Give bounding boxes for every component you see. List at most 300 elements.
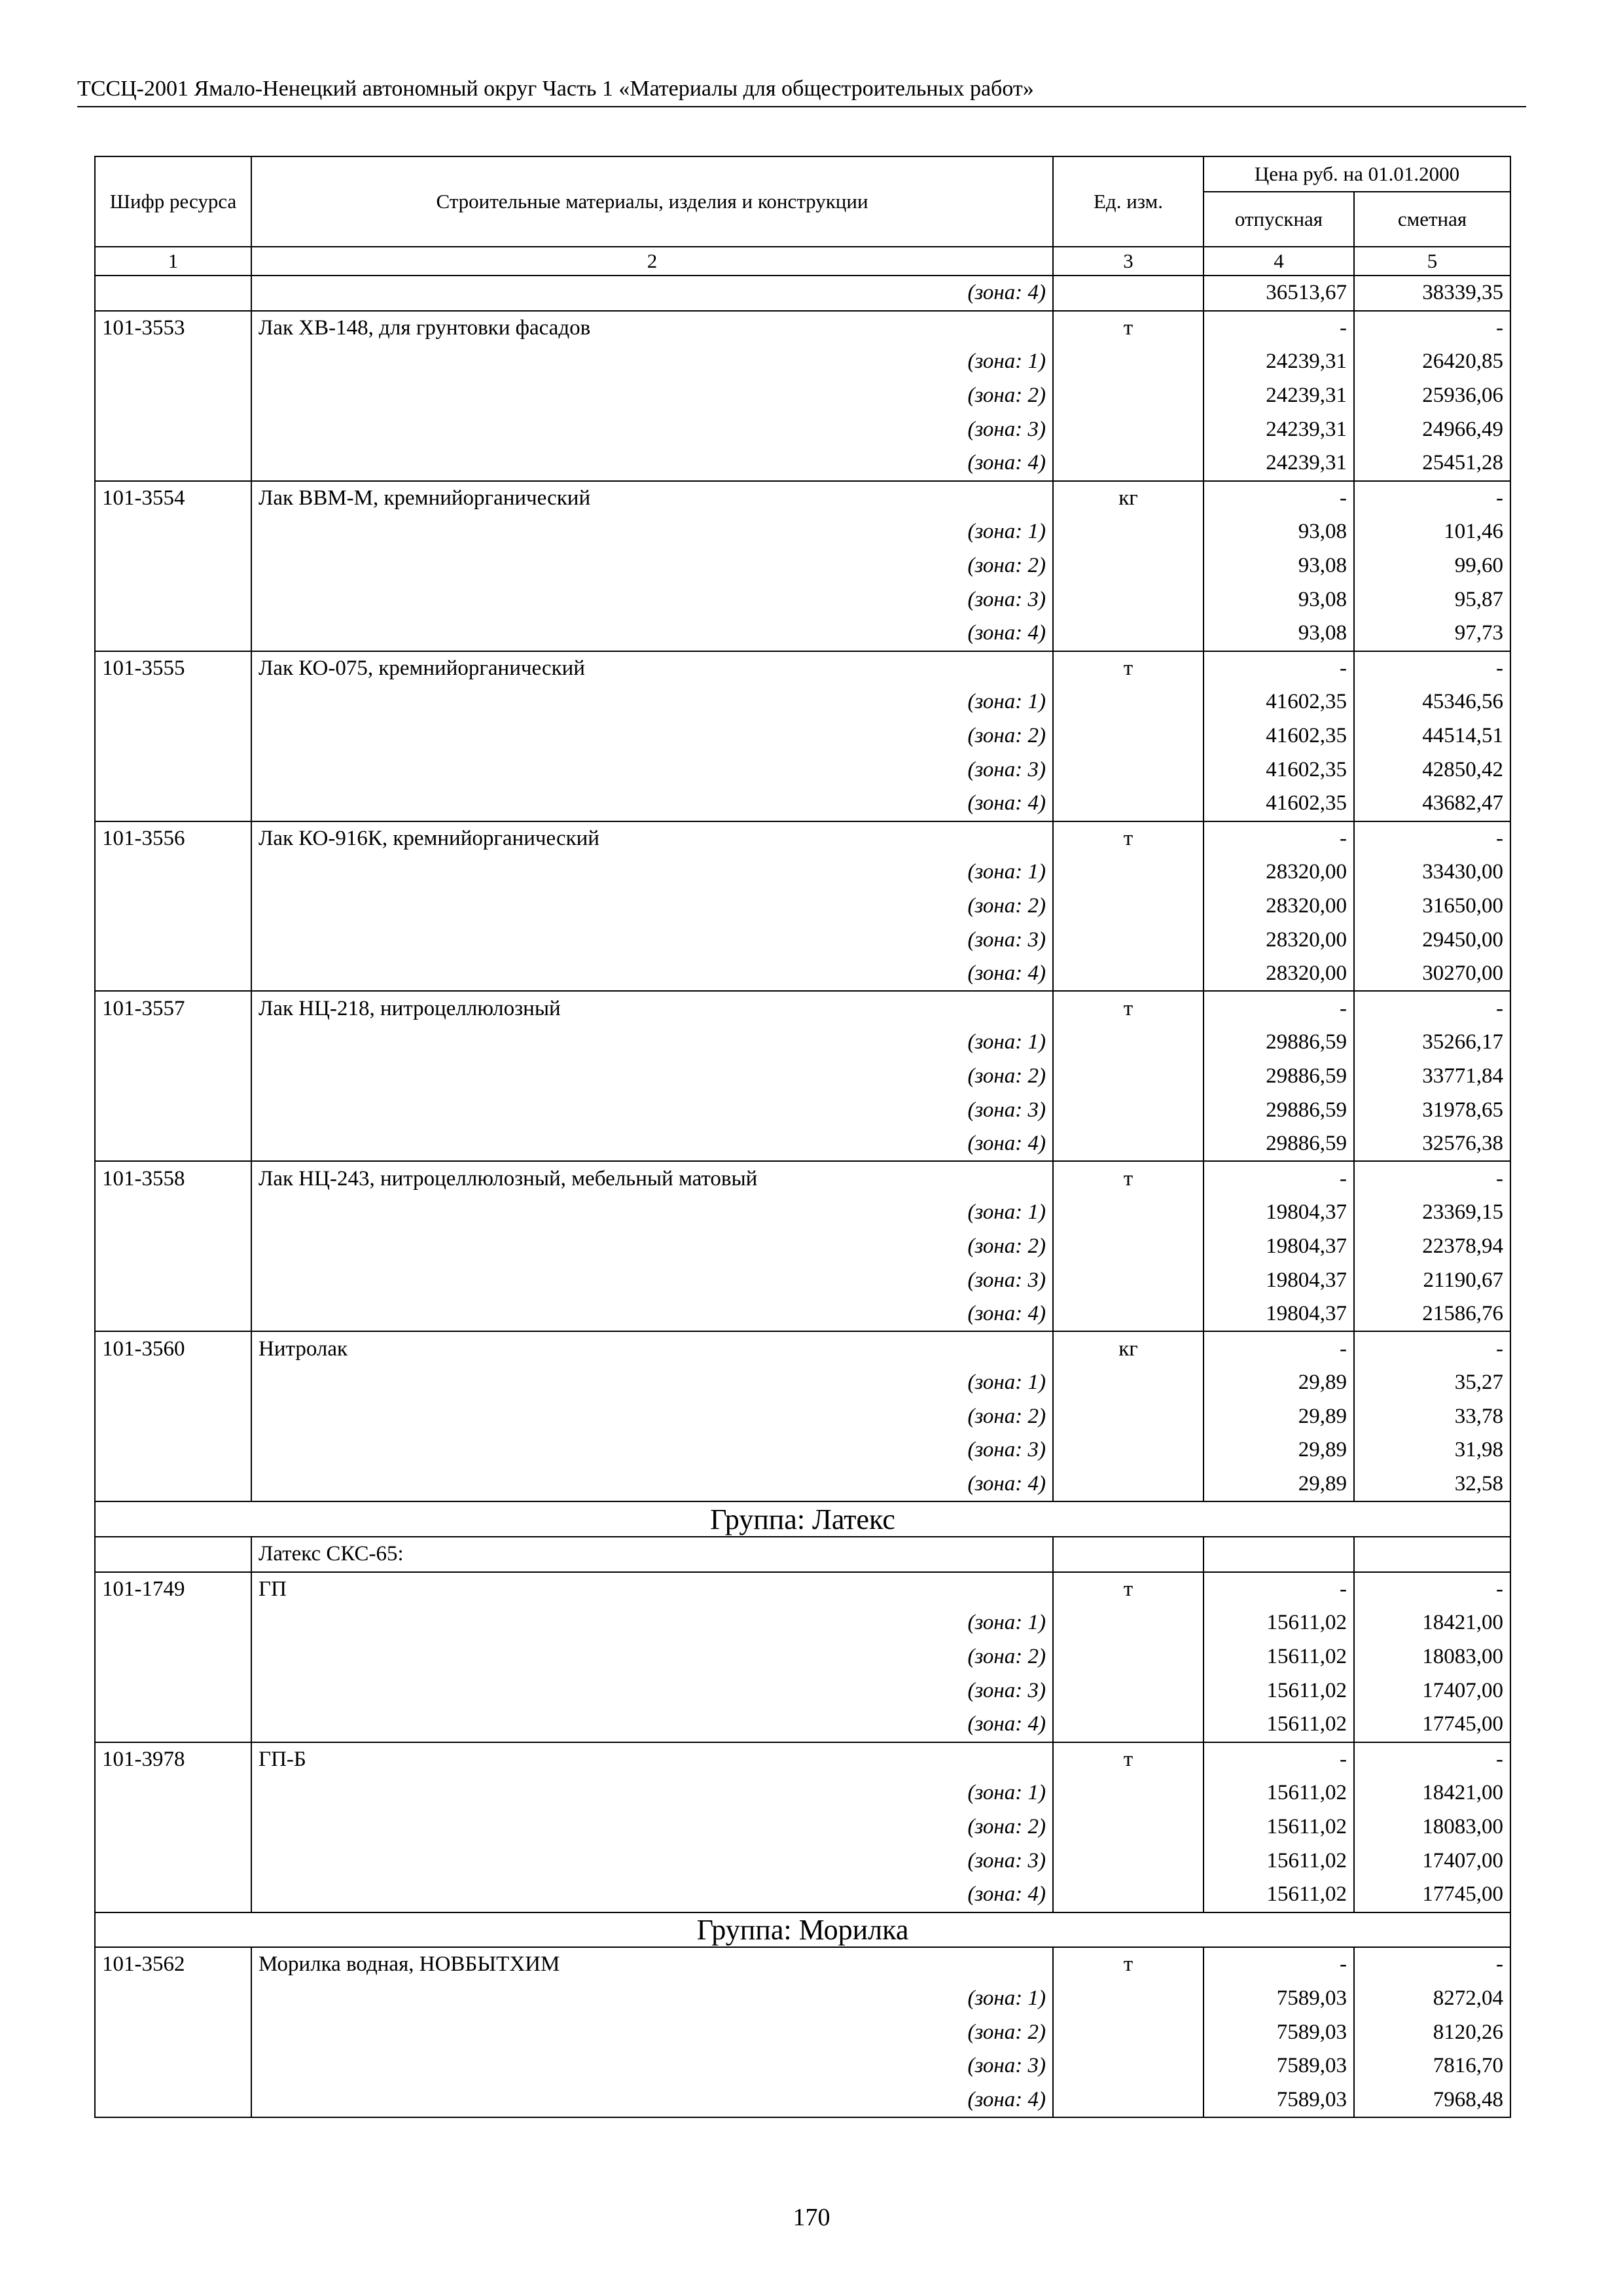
resource-code	[95, 515, 251, 549]
unit-cell	[1053, 1467, 1204, 1502]
zone-label: (зона: 1)	[251, 855, 1053, 889]
zone-label: (зона: 1)	[251, 515, 1053, 549]
zone-row	[95, 1230, 1510, 1264]
header-code: Шифр ресурса	[95, 156, 251, 247]
header-release-price: отпускная	[1204, 192, 1354, 247]
unit-cell	[1053, 1640, 1204, 1674]
zone-label: (зона: 4)	[251, 1467, 1053, 1502]
resource-code: 101-3553	[95, 311, 251, 346]
resource-code	[95, 1776, 251, 1810]
release-price: 29,89	[1204, 1366, 1354, 1400]
unit-cell	[1053, 1708, 1204, 1742]
release-price: 19804,37	[1204, 1263, 1354, 1297]
zone-label: (зона: 2)	[251, 549, 1053, 583]
zone-row	[95, 1844, 1510, 1878]
estimate-price: -	[1354, 481, 1510, 516]
estimate-price: 22378,94	[1354, 1230, 1510, 1264]
release-price: 93,08	[1204, 583, 1354, 617]
release-price: 36513,67	[1204, 276, 1354, 311]
release-price: 41602,35	[1204, 719, 1354, 753]
zone-label: (зона: 4)	[251, 2083, 1053, 2117]
unit-cell: т	[1053, 821, 1204, 856]
item-row	[95, 1947, 1510, 1982]
item-row	[95, 651, 1510, 686]
unit-cell	[1053, 412, 1204, 446]
resource-code	[95, 1606, 251, 1640]
unit-cell: т	[1053, 991, 1204, 1026]
release-price: 28320,00	[1204, 957, 1354, 992]
zone-label: (зона: 4)	[251, 276, 1053, 311]
resource-code	[95, 446, 251, 481]
zone-row	[95, 719, 1510, 753]
unit-cell	[1053, 787, 1204, 821]
release-price	[1204, 1537, 1354, 1572]
resource-code	[95, 1537, 251, 1572]
unit-cell	[1053, 276, 1204, 311]
release-price: -	[1204, 821, 1354, 856]
release-price: 29886,59	[1204, 1093, 1354, 1127]
estimate-price: 17745,00	[1354, 1708, 1510, 1742]
zone-row	[95, 1196, 1510, 1230]
unit-cell	[1053, 1297, 1204, 1332]
zone-label: (зона: 3)	[251, 1844, 1053, 1878]
zone-label: (зона: 2)	[251, 2015, 1053, 2049]
unit-cell	[1053, 2049, 1204, 2083]
column-number: 1	[95, 247, 251, 276]
zone-label: (зона: 4)	[251, 446, 1053, 481]
resource-code	[95, 412, 251, 446]
item-row	[95, 991, 1510, 1026]
price-table	[94, 156, 1511, 2118]
resource-code	[95, 276, 251, 311]
zone-row	[95, 1878, 1510, 1912]
group-title: Группа: Морилка	[95, 1912, 1510, 1948]
group-row	[95, 1501, 1510, 1537]
column-number: 3	[1053, 247, 1204, 276]
zone-label: (зона: 4)	[251, 787, 1053, 821]
zone-label: (зона: 1)	[251, 1196, 1053, 1230]
resource-code	[95, 719, 251, 753]
zone-label: (зона: 2)	[251, 719, 1053, 753]
table-header	[95, 156, 1510, 276]
zone-label: (зона: 3)	[251, 1263, 1053, 1297]
zone-row	[95, 2083, 1510, 2117]
unit-cell	[1053, 1366, 1204, 1400]
resource-code: 101-3555	[95, 651, 251, 686]
estimate-price: 35266,17	[1354, 1026, 1510, 1060]
zone-row	[95, 345, 1510, 379]
resource-code	[95, 1708, 251, 1742]
document-header: ТССЦ-2001 Ямало-Ненецкий автономный округ Часть 1 «Материалы для общестроительных работ»	[77, 73, 1526, 107]
estimate-price: 32576,38	[1354, 1127, 1510, 1162]
zone-row	[95, 2015, 1510, 2049]
material-name: Морилка водная, НОВБЫТХИМ	[251, 1947, 1053, 1982]
release-price: 24239,31	[1204, 379, 1354, 413]
estimate-price: 31978,65	[1354, 1093, 1510, 1127]
resource-code: 101-3554	[95, 481, 251, 516]
unit-cell	[1053, 889, 1204, 924]
material-name: Лак КО-075, кремнийорганический	[251, 651, 1053, 686]
zone-row	[95, 1674, 1510, 1708]
release-price: 15611,02	[1204, 1878, 1354, 1912]
estimate-price: 31650,00	[1354, 889, 1510, 924]
release-price: 29886,59	[1204, 1026, 1354, 1060]
unit-cell	[1053, 1776, 1204, 1810]
resource-code	[95, 1810, 251, 1844]
estimate-price: 99,60	[1354, 549, 1510, 583]
estimate-price: -	[1354, 1331, 1510, 1366]
header-unit: Ед. изм.	[1053, 156, 1204, 247]
estimate-price: 33771,84	[1354, 1060, 1510, 1094]
release-price: 29886,59	[1204, 1127, 1354, 1162]
release-price: -	[1204, 311, 1354, 346]
resource-code	[95, 1844, 251, 1878]
estimate-price: 17407,00	[1354, 1844, 1510, 1878]
resource-code	[95, 753, 251, 787]
item-row	[95, 1572, 1510, 1607]
release-price: -	[1204, 1331, 1354, 1366]
resource-code: 101-1749	[95, 1572, 251, 1607]
item-row	[95, 821, 1510, 856]
zone-row	[95, 617, 1510, 651]
unit-cell	[1053, 446, 1204, 481]
resource-code	[95, 1878, 251, 1912]
estimate-price: 17745,00	[1354, 1878, 1510, 1912]
resource-code: 101-3978	[95, 1742, 251, 1777]
resource-code	[95, 583, 251, 617]
zone-label: (зона: 4)	[251, 957, 1053, 992]
release-price: -	[1204, 1947, 1354, 1982]
estimate-price: 33,78	[1354, 1400, 1510, 1434]
unit-cell: т	[1053, 1161, 1204, 1196]
estimate-price: 23369,15	[1354, 1196, 1510, 1230]
unit-cell	[1053, 719, 1204, 753]
zone-row	[95, 957, 1510, 992]
release-price: 29,89	[1204, 1400, 1354, 1434]
zone-row	[95, 276, 1510, 311]
unit-cell	[1053, 2015, 1204, 2049]
unit-cell	[1053, 753, 1204, 787]
zone-label: (зона: 2)	[251, 1640, 1053, 1674]
resource-code	[95, 1263, 251, 1297]
column-number: 5	[1354, 247, 1510, 276]
zone-label: (зона: 4)	[251, 1127, 1053, 1162]
unit-cell	[1053, 2083, 1204, 2117]
unit-cell: т	[1053, 1572, 1204, 1607]
estimate-price: -	[1354, 1947, 1510, 1982]
zone-label: (зона: 3)	[251, 1093, 1053, 1127]
material-name: Лак НЦ-243, нитроцеллюлозный, мебельный матовый	[251, 1161, 1053, 1196]
zone-row	[95, 1467, 1510, 1502]
release-price: 93,08	[1204, 549, 1354, 583]
zone-label: (зона: 3)	[251, 753, 1053, 787]
release-price: 19804,37	[1204, 1297, 1354, 1332]
resource-code	[95, 345, 251, 379]
unit-cell	[1053, 583, 1204, 617]
unit-cell: кг	[1053, 1331, 1204, 1366]
resource-code	[95, 923, 251, 957]
zone-row	[95, 1127, 1510, 1162]
zone-row	[95, 1982, 1510, 2016]
zone-row	[95, 1708, 1510, 1742]
resource-code	[95, 855, 251, 889]
estimate-price: 18421,00	[1354, 1606, 1510, 1640]
release-price: 15611,02	[1204, 1606, 1354, 1640]
unit-cell	[1053, 1878, 1204, 1912]
resource-code	[95, 2015, 251, 2049]
zone-row	[95, 1400, 1510, 1434]
unit-cell	[1053, 1127, 1204, 1162]
zone-label: (зона: 1)	[251, 1982, 1053, 2016]
estimate-price: 21190,67	[1354, 1263, 1510, 1297]
release-price: -	[1204, 1572, 1354, 1607]
zone-label: (зона: 1)	[251, 1606, 1053, 1640]
resource-code: 101-3557	[95, 991, 251, 1026]
column-number: 4	[1204, 247, 1354, 276]
unit-cell	[1053, 1263, 1204, 1297]
unit-cell	[1053, 1810, 1204, 1844]
release-price: 15611,02	[1204, 1640, 1354, 1674]
resource-code	[95, 1366, 251, 1400]
material-name: Нитролак	[251, 1331, 1053, 1366]
resource-code: 101-3558	[95, 1161, 251, 1196]
resource-code	[95, 549, 251, 583]
resource-code	[95, 1400, 251, 1434]
zone-row	[95, 412, 1510, 446]
unit-cell	[1053, 685, 1204, 719]
material-name: Лак ХВ-148, для грунтовки фасадов	[251, 311, 1053, 346]
zone-label: (зона: 3)	[251, 583, 1053, 617]
release-price: 29,89	[1204, 1433, 1354, 1467]
zone-row	[95, 1366, 1510, 1400]
unit-cell	[1053, 1230, 1204, 1264]
release-price: 29886,59	[1204, 1060, 1354, 1094]
estimate-price: 31,98	[1354, 1433, 1510, 1467]
release-price: 28320,00	[1204, 923, 1354, 957]
zone-row	[95, 1026, 1510, 1060]
resource-code	[95, 379, 251, 413]
release-price: 7589,03	[1204, 2015, 1354, 2049]
unit-cell: т	[1053, 1742, 1204, 1777]
zone-label: (зона: 4)	[251, 617, 1053, 651]
unit-cell	[1053, 1433, 1204, 1467]
unit-cell: т	[1053, 1947, 1204, 1982]
unit-cell	[1053, 855, 1204, 889]
release-price: 41602,35	[1204, 787, 1354, 821]
zone-row	[95, 379, 1510, 413]
release-price: 15611,02	[1204, 1776, 1354, 1810]
header-price-group: Цена руб. на 01.01.2000	[1204, 156, 1510, 192]
estimate-price: 18421,00	[1354, 1776, 1510, 1810]
column-number: 2	[251, 247, 1053, 276]
release-price: -	[1204, 1161, 1354, 1196]
release-price: 24239,31	[1204, 345, 1354, 379]
material-name: ГП-Б	[251, 1742, 1053, 1777]
unit-cell	[1053, 1537, 1204, 1572]
estimate-price: 43682,47	[1354, 787, 1510, 821]
zone-label: (зона: 4)	[251, 1708, 1053, 1742]
unit-cell	[1053, 1844, 1204, 1878]
zone-row	[95, 685, 1510, 719]
release-price: 7589,03	[1204, 2049, 1354, 2083]
item-row	[95, 481, 1510, 516]
unit-cell	[1053, 1606, 1204, 1640]
zone-label: (зона: 1)	[251, 1026, 1053, 1060]
estimate-price: 32,58	[1354, 1467, 1510, 1502]
estimate-price: -	[1354, 1161, 1510, 1196]
material-name: Лак КО-916К, кремнийорганический	[251, 821, 1053, 856]
unit-cell	[1053, 379, 1204, 413]
resource-code: 101-3562	[95, 1947, 251, 1982]
material-name: Лак ВВМ-М, кремнийорганический	[251, 481, 1053, 516]
unit-cell	[1053, 515, 1204, 549]
material-name: ГП	[251, 1572, 1053, 1607]
unit-cell	[1053, 1196, 1204, 1230]
estimate-price: -	[1354, 651, 1510, 686]
item-row	[95, 1742, 1510, 1777]
release-price: 15611,02	[1204, 1810, 1354, 1844]
unit-cell	[1053, 1026, 1204, 1060]
estimate-price: 8120,26	[1354, 2015, 1510, 2049]
release-price: 15611,02	[1204, 1708, 1354, 1742]
resource-code	[95, 1297, 251, 1332]
resource-code	[95, 1230, 251, 1264]
zone-row	[95, 1297, 1510, 1332]
release-price: -	[1204, 481, 1354, 516]
estimate-price: 25936,06	[1354, 379, 1510, 413]
zone-row	[95, 753, 1510, 787]
zone-label: (зона: 2)	[251, 1230, 1053, 1264]
zone-label: (зона: 2)	[251, 1060, 1053, 1094]
resource-code	[95, 1674, 251, 1708]
estimate-price: -	[1354, 311, 1510, 346]
zone-row	[95, 583, 1510, 617]
release-price: -	[1204, 1742, 1354, 1777]
column-number-row	[95, 247, 1510, 276]
estimate-price: -	[1354, 991, 1510, 1026]
unit-cell	[1053, 617, 1204, 651]
resource-code	[95, 1093, 251, 1127]
zone-row	[95, 1606, 1510, 1640]
release-price: 7589,03	[1204, 2083, 1354, 2117]
zone-row	[95, 1060, 1510, 1094]
resource-code	[95, 685, 251, 719]
unit-cell: кг	[1053, 481, 1204, 516]
resource-code	[95, 2083, 251, 2117]
estimate-price: 18083,00	[1354, 1640, 1510, 1674]
zone-label: (зона: 3)	[251, 923, 1053, 957]
zone-label: (зона: 2)	[251, 379, 1053, 413]
resource-code	[95, 957, 251, 992]
unit-cell	[1053, 923, 1204, 957]
unit-cell: т	[1053, 311, 1204, 346]
zone-row	[95, 1640, 1510, 1674]
zone-label: (зона: 1)	[251, 345, 1053, 379]
unit-cell	[1053, 1060, 1204, 1094]
estimate-price: 18083,00	[1354, 1810, 1510, 1844]
release-price: 28320,00	[1204, 889, 1354, 924]
estimate-price: 26420,85	[1354, 345, 1510, 379]
release-price: -	[1204, 991, 1354, 1026]
header-estimate-price: сметная	[1354, 192, 1510, 247]
estimate-price: 38339,35	[1354, 276, 1510, 311]
zone-row	[95, 1810, 1510, 1844]
zone-label: (зона: 3)	[251, 2049, 1053, 2083]
unit-cell	[1053, 549, 1204, 583]
zone-row	[95, 2049, 1510, 2083]
item-row	[95, 311, 1510, 346]
unit-cell	[1053, 1093, 1204, 1127]
estimate-price: -	[1354, 1742, 1510, 1777]
zone-row	[95, 923, 1510, 957]
estimate-price: 35,27	[1354, 1366, 1510, 1400]
header-name: Строительные материалы, изделия и конструкции	[251, 156, 1053, 247]
zone-row	[95, 889, 1510, 924]
release-price: 28320,00	[1204, 855, 1354, 889]
estimate-price: 97,73	[1354, 617, 1510, 651]
unit-cell	[1053, 1400, 1204, 1434]
resource-code	[95, 1982, 251, 2016]
estimate-price: 7968,48	[1354, 2083, 1510, 2117]
zone-row	[95, 1093, 1510, 1127]
zone-label: (зона: 2)	[251, 1810, 1053, 1844]
group-row	[95, 1912, 1510, 1948]
resource-code: 101-3560	[95, 1331, 251, 1366]
item-row	[95, 1331, 1510, 1366]
page-number: 170	[793, 2204, 830, 2231]
item-row	[95, 1161, 1510, 1196]
zone-row	[95, 787, 1510, 821]
release-price: 93,08	[1204, 515, 1354, 549]
zone-label: (зона: 1)	[251, 1366, 1053, 1400]
zone-label: (зона: 2)	[251, 889, 1053, 924]
zone-label: (зона: 4)	[251, 1878, 1053, 1912]
subheading-row	[95, 1537, 1510, 1572]
release-price: -	[1204, 651, 1354, 686]
zone-row	[95, 1263, 1510, 1297]
resource-code	[95, 1026, 251, 1060]
estimate-price: 7816,70	[1354, 2049, 1510, 2083]
table-body	[95, 276, 1510, 2117]
resource-code	[95, 1196, 251, 1230]
release-price: 24239,31	[1204, 446, 1354, 481]
release-price: 19804,37	[1204, 1196, 1354, 1230]
release-price: 29,89	[1204, 1467, 1354, 1502]
unit-cell	[1053, 1674, 1204, 1708]
unit-cell	[1053, 345, 1204, 379]
estimate-price: 101,46	[1354, 515, 1510, 549]
zone-label: (зона: 1)	[251, 685, 1053, 719]
unit-cell	[1053, 1982, 1204, 2016]
release-price: 41602,35	[1204, 685, 1354, 719]
estimate-price: 29450,00	[1354, 923, 1510, 957]
release-price: 93,08	[1204, 617, 1354, 651]
estimate-price: 21586,76	[1354, 1297, 1510, 1332]
unit-cell	[1053, 957, 1204, 992]
resource-code	[95, 1433, 251, 1467]
estimate-price: 45346,56	[1354, 685, 1510, 719]
estimate-price: 95,87	[1354, 583, 1510, 617]
zone-label: (зона: 3)	[251, 1433, 1053, 1467]
zone-row	[95, 515, 1510, 549]
zone-row	[95, 549, 1510, 583]
zone-row	[95, 1433, 1510, 1467]
unit-cell: т	[1053, 651, 1204, 686]
estimate-price: 17407,00	[1354, 1674, 1510, 1708]
release-price: 7589,03	[1204, 1982, 1354, 2016]
estimate-price: 44514,51	[1354, 719, 1510, 753]
estimate-price: 30270,00	[1354, 957, 1510, 992]
